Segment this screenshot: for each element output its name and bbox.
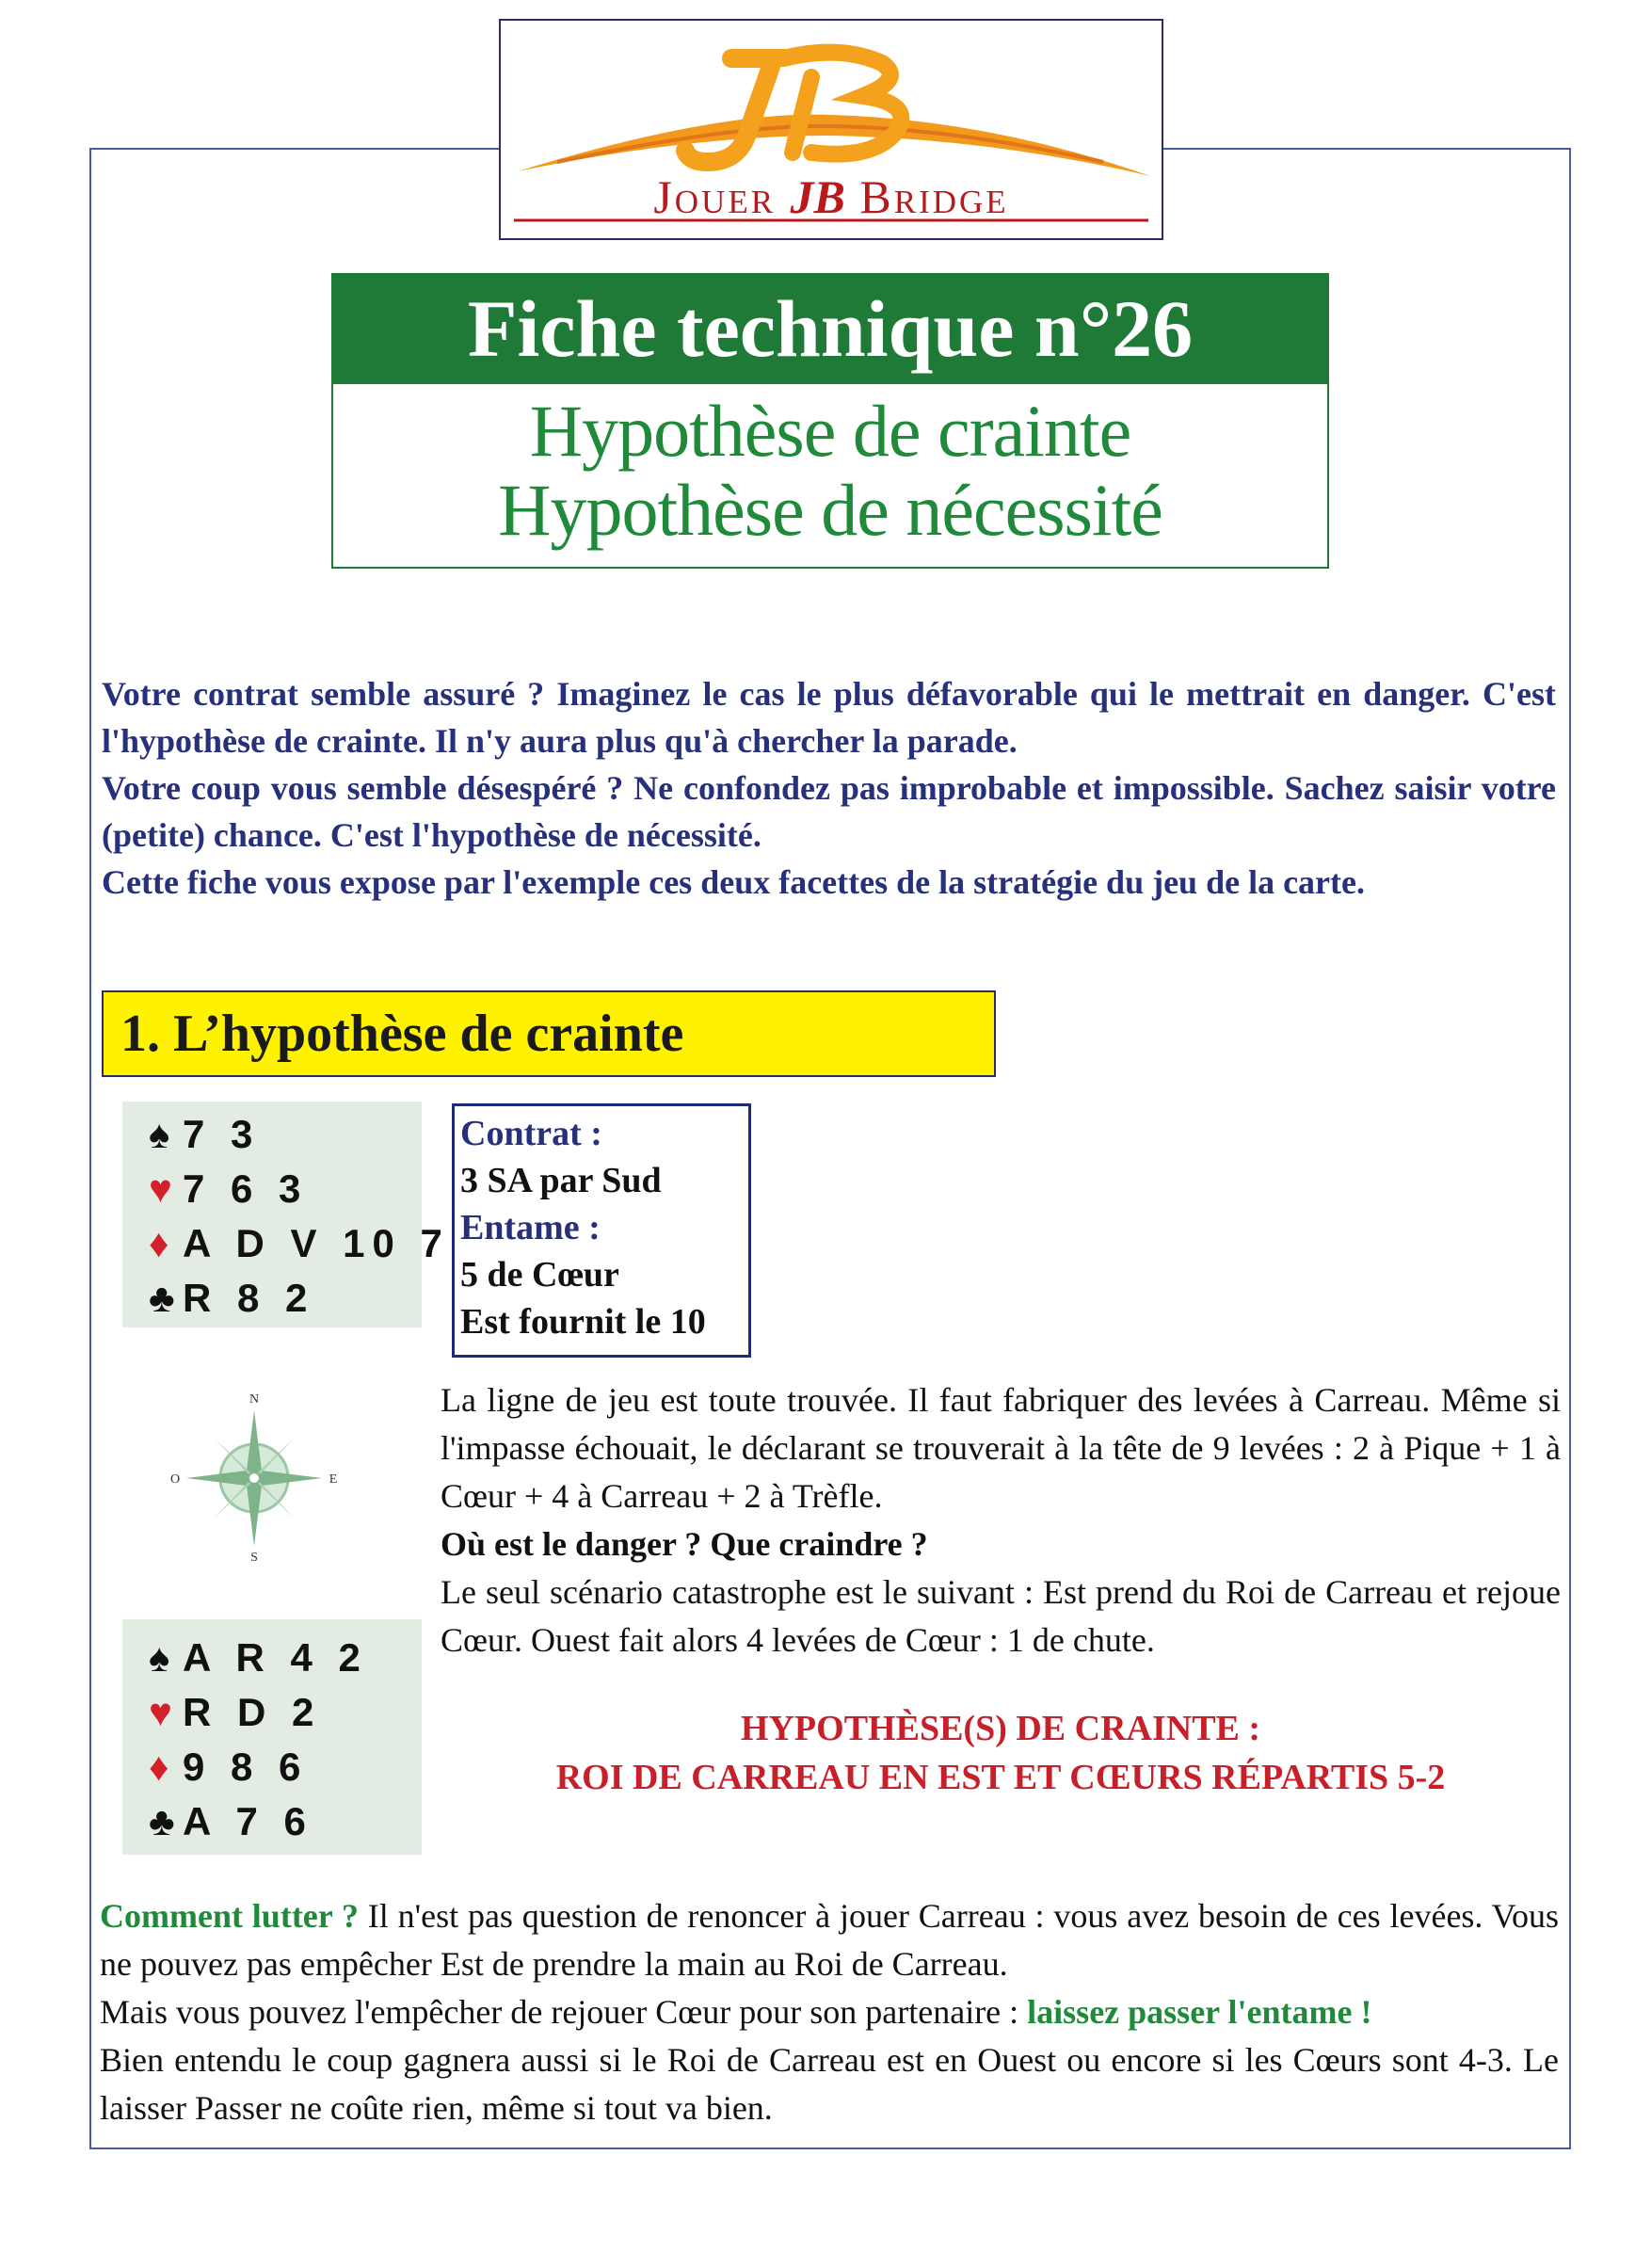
north-diamonds: ♦ A D V 10 7: [149, 1216, 422, 1271]
conclusion-advice: laissez passer l'entame !: [1027, 1993, 1372, 2031]
intro-paragraph: Cette fiche vous expose par l'exemple ces deux facettes de la stratégie du jeu de la carte.: [102, 863, 1366, 901]
contract-label: Contrat :: [460, 1114, 602, 1153]
contract-box: [452, 1103, 751, 1358]
conclusion-text: [100, 1892, 1559, 2132]
south-spades: ♠ A R 4 2: [149, 1631, 422, 1685]
compass-rose-icon: [169, 1393, 339, 1563]
compass-south-label: S: [250, 1551, 258, 1563]
compass-east-label: E: [329, 1472, 338, 1487]
logo-small-monogram: JB: [790, 170, 845, 223]
north-hearts: ♥ 7 6 3: [149, 1162, 422, 1216]
conclusion-paragraph: Comment lutter ? Il n'est pas question de renoncer à jouer Carreau : vous avez besoin de ces levées. Vous ne pouvez pas empêcher Est de prendre la main au Roi de Carreau.: [100, 1897, 1559, 1983]
logo-text: Jouer JB Bridge: [653, 170, 1009, 223]
north-clubs: ♣ R 8 2: [149, 1271, 422, 1326]
spade-icon: ♠: [149, 1635, 170, 1680]
lead-value: 5 de Cœur: [460, 1255, 619, 1295]
conclusion-paragraph: Mais vous pouvez l'empêcher de rejouer Cœur pour son partenaire : laissez passer l'entame !: [100, 1993, 1372, 2031]
contract-value: 3 SA par Sud: [460, 1161, 662, 1200]
page-subtitle: [331, 384, 1329, 569]
hypothesis-detail: ROI DE CARREAU EN EST ET CŒURS RÉPARTIS 5-2: [555, 1758, 1446, 1797]
hypothesis-title: HYPOTHÈSE(S) DE CRAINTE :: [740, 1709, 1261, 1748]
heart-icon: ♥: [149, 1690, 172, 1734]
spade-icon: ♠: [149, 1112, 170, 1156]
intro-text: [102, 670, 1556, 906]
north-hand: [122, 1102, 450, 1327]
north-spades: ♠ 7 3: [149, 1107, 422, 1162]
intro-paragraph: Votre coup vous semble désespéré ? Ne confondez pas improbable et impossible. Sachez saisir votre (petite) chance. C'est l'hypothèse de nécessité.: [102, 769, 1556, 854]
south-diamonds: ♦ 9 8 6: [149, 1740, 422, 1794]
conclusion-lead: Comment lutter ?: [100, 1897, 359, 1935]
conclusion-paragraph: Bien entendu le coup gagnera aussi si le Roi de Carreau est en Ouest ou encore si les Cœurs sont 4-3. Le laisser Passer ne coûte rien, même si tout va bien.: [100, 2041, 1559, 2127]
subtitle-line-1: Hypothèse de crainte: [529, 390, 1131, 472]
south-hearts: ♥ R D 2: [149, 1685, 422, 1740]
logo: [499, 19, 1163, 240]
club-icon: ♣: [149, 1799, 175, 1843]
compass-north-label: N: [248, 1393, 260, 1407]
south-clubs: ♣ A 7 6: [149, 1794, 422, 1849]
diamond-icon: ♦: [149, 1221, 169, 1265]
analysis-question: Où est le danger ? Que craindre ?: [441, 1525, 928, 1563]
subtitle-line-2: Hypothèse de nécessité: [498, 469, 1162, 551]
heart-icon: ♥: [149, 1166, 172, 1211]
page-title: Fiche technique n°26: [331, 273, 1329, 384]
analysis-text: [441, 1376, 1561, 1665]
analysis-paragraph: La ligne de jeu est toute trouvée. Il faut fabriquer des levées à Carreau. Même si l'impasse échouait, le déclarant se trouverait à la tête de 9 levées : 2 à Pique + 1 à Cœur + 4 à Carreau + 2 à Trèfle.: [441, 1381, 1561, 1515]
hypothesis-callout: [441, 1704, 1561, 1802]
diamond-icon: ♦: [149, 1745, 169, 1789]
east-play: Est fournit le 10: [460, 1302, 706, 1342]
lead-label: Entame :: [460, 1208, 601, 1247]
title-block: [331, 273, 1329, 569]
analysis-paragraph: Le seul scénario catastrophe est le suivant : Est prend du Roi de Carreau et rejoue Cœur. Ouest fait alors 4 levées de Cœur : 1 de chute.: [441, 1573, 1561, 1659]
club-icon: ♣: [149, 1276, 175, 1320]
compass-west-label: O: [169, 1472, 181, 1487]
south-hand: [122, 1619, 422, 1855]
section-heading: 1. L’hypothèse de crainte: [102, 990, 996, 1077]
intro-paragraph: Votre contrat semble assuré ? Imaginez le cas le plus défavorable qui le mettrait en danger. C'est l'hypothèse de crainte. Il n'y aura plus qu'à chercher la parade.: [102, 675, 1556, 760]
